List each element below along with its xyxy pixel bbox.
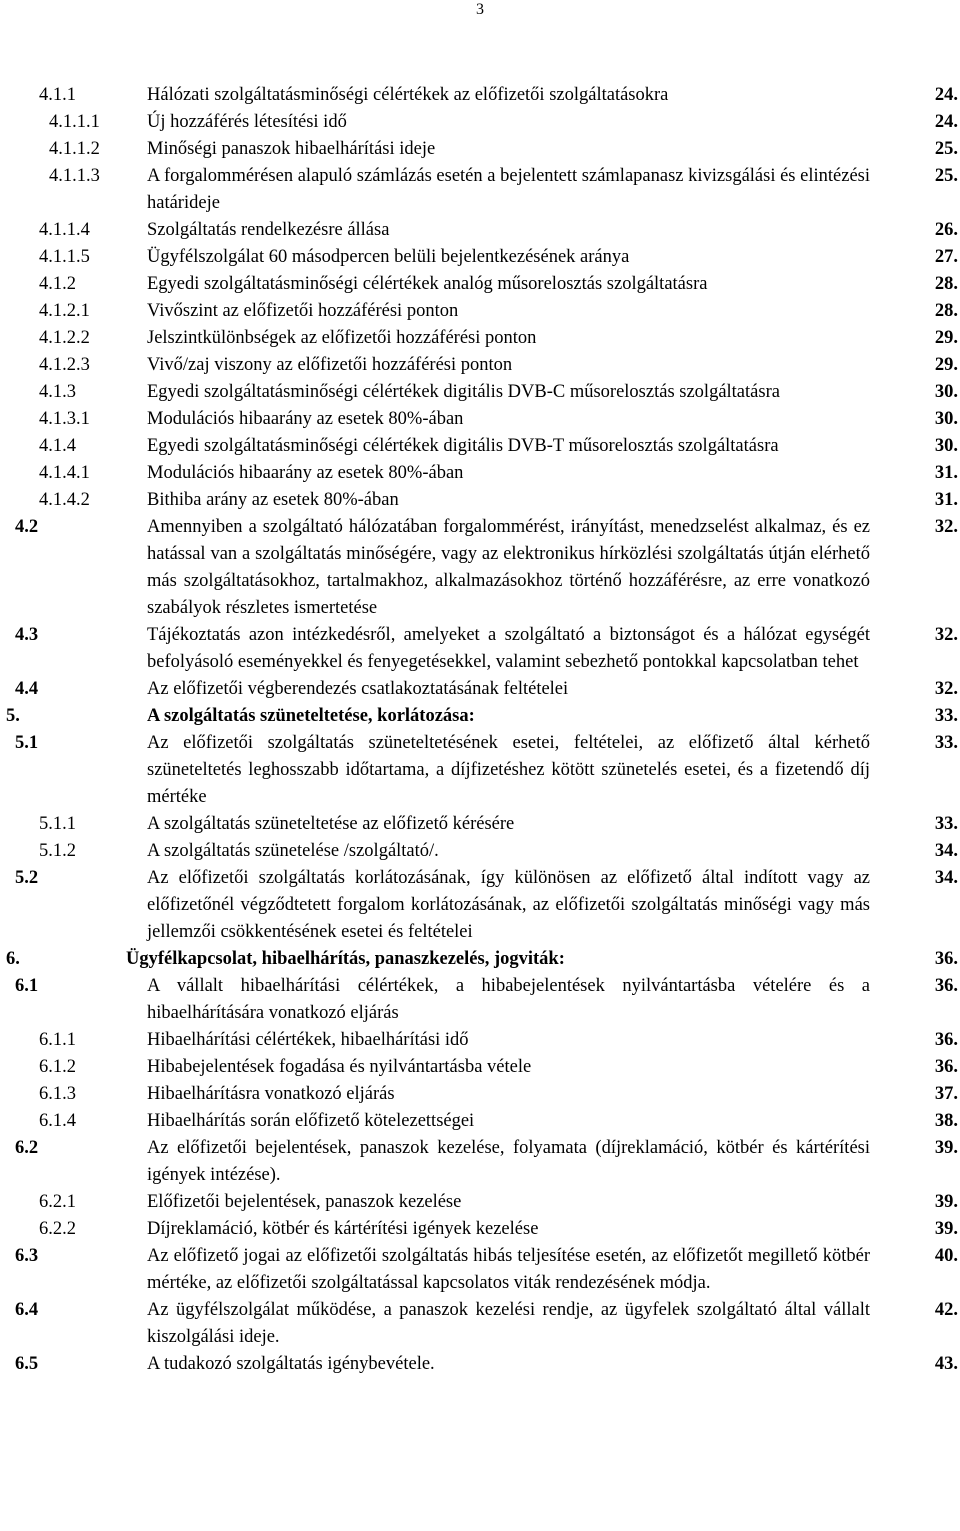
toc-entry-page: 34. — [934, 841, 958, 861]
toc-entry-number: 4.2 — [15, 517, 39, 537]
toc-entry-4-1-2-1[interactable] — [0, 298, 960, 325]
toc-entry-number: 5.1 — [15, 733, 39, 753]
toc-entry-page: 36. — [934, 1030, 958, 1050]
toc-entry-number: 4.1.1.2 — [49, 139, 100, 159]
table-of-contents — [0, 82, 960, 1378]
toc-entry-title: Bithiba arány az esetek 80%-ában — [147, 490, 399, 510]
toc-entry-page: 36. — [934, 1057, 958, 1077]
toc-entry-number: 6.2 — [15, 1138, 39, 1158]
toc-entry-5-1-2[interactable] — [0, 838, 960, 865]
toc-entry-title: Modulációs hibaarány az esetek 80%-ában — [147, 409, 464, 429]
toc-entry-title: A szolgáltatás szüneteltetése az előfizető kérésére — [147, 814, 515, 834]
toc-entry-number: 5. — [6, 706, 20, 726]
toc-entry-number: 4.1.2 — [39, 274, 76, 294]
toc-entry-page: 32. — [934, 625, 958, 645]
toc-entry-page: 29. — [934, 328, 958, 348]
toc-entry-5-2[interactable] — [0, 865, 960, 946]
toc-entry-page: 39. — [934, 1192, 958, 1212]
toc-entry-number: 6. — [6, 949, 20, 969]
toc-entry-page: 40. — [934, 1246, 958, 1266]
toc-entry-6-1-1[interactable] — [0, 1027, 960, 1054]
toc-entry-title: Hibaelhárítási célértékek, hibaelhárítási idő — [147, 1030, 469, 1050]
toc-entry-page: 27. — [934, 247, 958, 267]
toc-entry-title: A tudakozó szolgáltatás igénybevétele. — [147, 1354, 435, 1374]
toc-entry-6-2[interactable] — [0, 1135, 960, 1189]
toc-entry-title: A forgalommérésen alapuló számlázás esetén a bejelentett számlapanasz kivizsgálási és elintézési határideje — [147, 166, 870, 213]
toc-entry-title: Modulációs hibaarány az esetek 80%-ában — [147, 463, 464, 483]
toc-entry-4-1-4-2[interactable] — [0, 487, 960, 514]
toc-entry-title: Az ügyfélszolgálat működése, a panaszok kezelési rendje, az ügyfelek szolgáltató által vállalt kiszolgálási ideje. — [147, 1300, 870, 1347]
toc-entry-page: 39. — [934, 1138, 958, 1158]
toc-entry-6-1-2[interactable] — [0, 1054, 960, 1081]
toc-entry-title: Amennyiben a szolgáltató hálózatában forgalommérést, irányítást, menedzselést alkalmaz, és ez hatással van a szolgáltatás minőségére, vagy az elektronikus hírközlési szolgáltatás útján elérhető más szolgáltatásokhoz, tartalmakhoz, alkalmazásokhoz történő hozzáférésre, az erre vonatkozó szabályok részletes ismertetése — [147, 517, 870, 618]
toc-entry-6[interactable] — [0, 946, 960, 973]
toc-entry-page: 30. — [934, 382, 958, 402]
toc-entry-6-2-1[interactable] — [0, 1189, 960, 1216]
toc-entry-number: 6.4 — [15, 1300, 39, 1320]
toc-entry-5-1-1[interactable] — [0, 811, 960, 838]
toc-entry-page: 34. — [934, 868, 958, 888]
toc-entry-number: 4.3 — [15, 625, 39, 645]
toc-entry-page: 33. — [934, 733, 958, 753]
toc-entry-number: 4.1.2.2 — [39, 328, 90, 348]
toc-entry-page: 38. — [934, 1111, 958, 1131]
toc-entry-title: Az előfizetői szolgáltatás szüneteltetésének esetei, feltételei, az előfizető által kérhető szüneteltetés leghosszabb időtartama, a díjfizetéshez kötött szünetelés esetei, és a fizetendő díj mértéke — [147, 733, 870, 807]
toc-entry-number: 4.1.4.1 — [39, 463, 90, 483]
toc-entry-4-1-4[interactable] — [0, 433, 960, 460]
toc-entry-title: Ügyfélkapcsolat, hibaelhárítás, panaszkezelés, jogviták: — [126, 949, 565, 969]
toc-entry-number: 6.1.3 — [39, 1084, 76, 1104]
toc-entry-number: 6.2.2 — [39, 1219, 76, 1239]
page-number: 3 — [476, 1, 484, 18]
toc-entry-4-1-1-1[interactable] — [0, 109, 960, 136]
toc-entry-title: A szolgáltatás szüneteltetése, korlátozása: — [147, 706, 475, 726]
toc-entry-5[interactable] — [0, 703, 960, 730]
toc-entry-4-1-2-3[interactable] — [0, 352, 960, 379]
toc-entry-page: 36. — [934, 976, 958, 996]
toc-entry-title: Az előfizetői bejelentések, panaszok kezelése, folyamata (díjreklamáció, kötbér és kártérítési igények intézése). — [147, 1138, 870, 1185]
toc-entry-title: Egyedi szolgáltatásminőségi célértékek digitális DVB-C műsorelosztás szolgáltatásra — [147, 382, 780, 402]
toc-entry-page: 28. — [934, 301, 958, 321]
toc-entry-6-1-4[interactable] — [0, 1108, 960, 1135]
toc-entry-4-1-1-3[interactable] — [0, 163, 960, 217]
toc-entry-number: 6.5 — [15, 1354, 39, 1374]
toc-entry-title: Vivőszint az előfizetői hozzáférési ponton — [147, 301, 459, 321]
toc-entry-page: 31. — [934, 490, 958, 510]
toc-entry-4-1-3-1[interactable] — [0, 406, 960, 433]
toc-entry-title: Minőségi panaszok hibaelhárítási ideje — [147, 139, 436, 159]
toc-entry-number: 6.1.1 — [39, 1030, 76, 1050]
toc-entry-page: 28. — [934, 274, 958, 294]
toc-entry-number: 6.2.1 — [39, 1192, 76, 1212]
toc-entry-page: 30. — [934, 436, 958, 456]
toc-entry-number: 4.1.2.1 — [39, 301, 90, 321]
toc-entry-page: 29. — [934, 355, 958, 375]
toc-entry-title: Vivő/zaj viszony az előfizetői hozzáférési ponton — [147, 355, 513, 375]
toc-entry-number: 6.1.2 — [39, 1057, 76, 1077]
toc-entry-4-1-1-4[interactable] — [0, 217, 960, 244]
toc-entry-title: Jelszintkülönbségek az előfizetői hozzáférési ponton — [147, 328, 537, 348]
toc-entry-6-4[interactable] — [0, 1297, 960, 1351]
toc-entry-number: 4.1.1.3 — [49, 166, 100, 186]
toc-entry-6-1-3[interactable] — [0, 1081, 960, 1108]
toc-entry-4-1-3[interactable] — [0, 379, 960, 406]
toc-entry-6-5[interactable] — [0, 1351, 960, 1378]
toc-entry-page: 42. — [934, 1300, 958, 1320]
toc-entry-number: 4.1.1.5 — [39, 247, 90, 267]
toc-entry-4-2[interactable] — [0, 514, 960, 622]
toc-entry-number: 6.1 — [15, 976, 39, 996]
toc-entry-6-1[interactable] — [0, 973, 960, 1027]
toc-entry-4-1-1[interactable] — [0, 82, 960, 109]
toc-entry-title: Egyedi szolgáltatásminőségi célértékek digitális DVB-T műsorelosztás szolgáltatásra — [147, 436, 779, 456]
toc-entry-title: Hibaelhárításra vonatkozó eljárás — [147, 1084, 395, 1104]
toc-entry-number: 5.1.1 — [39, 814, 76, 834]
toc-entry-4-3[interactable] — [0, 622, 960, 676]
toc-entry-title: A vállalt hibaelhárítási célértékek, a hibabejelentések nyilvántartásba vételére és a hibaelhárítására vonatkozó eljárás — [147, 976, 870, 1023]
toc-entry-title: Ügyfélszolgálat 60 másodpercen belüli bejelentkezésének aránya — [147, 247, 630, 267]
toc-entry-page: 30. — [934, 409, 958, 429]
toc-entry-page: 36. — [934, 949, 958, 969]
toc-entry-number: 4.4 — [15, 679, 39, 699]
toc-entry-title: Új hozzáférés létesítési idő — [147, 112, 347, 132]
toc-entry-4-1-1-5[interactable] — [0, 244, 960, 271]
toc-entry-number: 4.1.4 — [39, 436, 76, 456]
toc-entry-title: Hibaelhárítás során előfizető kötelezettségei — [147, 1111, 475, 1131]
toc-entry-page: 25. — [934, 166, 958, 186]
toc-entry-number: 4.1.1 — [39, 85, 76, 105]
toc-entry-page: 37. — [934, 1084, 958, 1104]
toc-entry-4-1-4-1[interactable] — [0, 460, 960, 487]
toc-entry-4-4[interactable] — [0, 676, 960, 703]
toc-entry-4-1-2-2[interactable] — [0, 325, 960, 352]
toc-entry-title: Díjreklamáció, kötbér és kártérítési igények kezelése — [147, 1219, 539, 1239]
toc-entry-title: Előfizetői bejelentések, panaszok kezelése — [147, 1192, 462, 1212]
toc-entry-title: Hálózati szolgáltatásminőségi célértékek az előfizetői szolgáltatásokra — [147, 85, 669, 105]
toc-entry-number: 4.1.1.4 — [39, 220, 90, 240]
toc-entry-number: 4.1.3 — [39, 382, 76, 402]
toc-entry-title: Az előfizetői szolgáltatás korlátozásának, így különösen az előfizető által indított vagy az előfizetőnél végződtetett forgalom korlátozásának, az előfizetői szolgáltatás minőségi vagy más jellemzői csökkentésének esetei és feltételei — [147, 868, 870, 942]
toc-entry-title: Az előfizető jogai az előfizetői szolgáltatás hibás teljesítése esetén, az előfizetőt megillető kötbér mértéke, az előfizetői szolgáltatással kapcsolatos viták rendezésének módja. — [147, 1246, 870, 1293]
toc-entry-6-2-2[interactable] — [0, 1216, 960, 1243]
toc-entry-number: 4.1.4.2 — [39, 490, 90, 510]
toc-entry-page: 43. — [934, 1354, 958, 1374]
toc-entry-number: 5.1.2 — [39, 841, 76, 861]
toc-entry-title: A szolgáltatás szünetelése /szolgáltató/. — [147, 841, 439, 861]
toc-entry-page: 31. — [934, 463, 958, 483]
toc-entry-5-1[interactable] — [0, 730, 960, 811]
toc-entry-page: 32. — [934, 517, 958, 537]
toc-entry-title: Szolgáltatás rendelkezésre állása — [147, 220, 390, 240]
toc-entry-page: 33. — [934, 706, 958, 726]
toc-entry-page: 39. — [934, 1219, 958, 1239]
toc-entry-number: 4.1.1.1 — [49, 112, 100, 132]
toc-entry-page: 33. — [934, 814, 958, 834]
toc-entry-number: 5.2 — [15, 868, 39, 888]
toc-entry-4-1-1-2[interactable] — [0, 136, 960, 163]
toc-entry-number: 6.3 — [15, 1246, 39, 1266]
toc-entry-title: Egyedi szolgáltatásminőségi célértékek analóg műsorelosztás szolgáltatásra — [147, 274, 708, 294]
toc-entry-number: 4.1.3.1 — [39, 409, 90, 429]
toc-entry-number: 6.1.4 — [39, 1111, 76, 1131]
toc-entry-number: 4.1.2.3 — [39, 355, 90, 375]
toc-entry-page: 24. — [934, 85, 958, 105]
toc-entry-page: 24. — [934, 112, 958, 132]
toc-entry-6-3[interactable] — [0, 1243, 960, 1297]
toc-entry-4-1-2[interactable] — [0, 271, 960, 298]
toc-entry-page: 25. — [934, 139, 958, 159]
toc-entry-title: Hibabejelentések fogadása és nyilvántartásba vétele — [147, 1057, 532, 1077]
toc-entry-page: 26. — [934, 220, 958, 240]
toc-entry-title: Tájékoztatás azon intézkedésről, amelyeket a szolgáltató a biztonságot és a hálózat egységét befolyásoló eseményekkel és fenyegetésekkel, valamint sebezhető pontokkal kapcsolatban tehet — [147, 625, 870, 672]
toc-entry-title: Az előfizetői végberendezés csatlakoztatásának feltételei — [147, 679, 569, 699]
toc-entry-page: 32. — [934, 679, 958, 699]
